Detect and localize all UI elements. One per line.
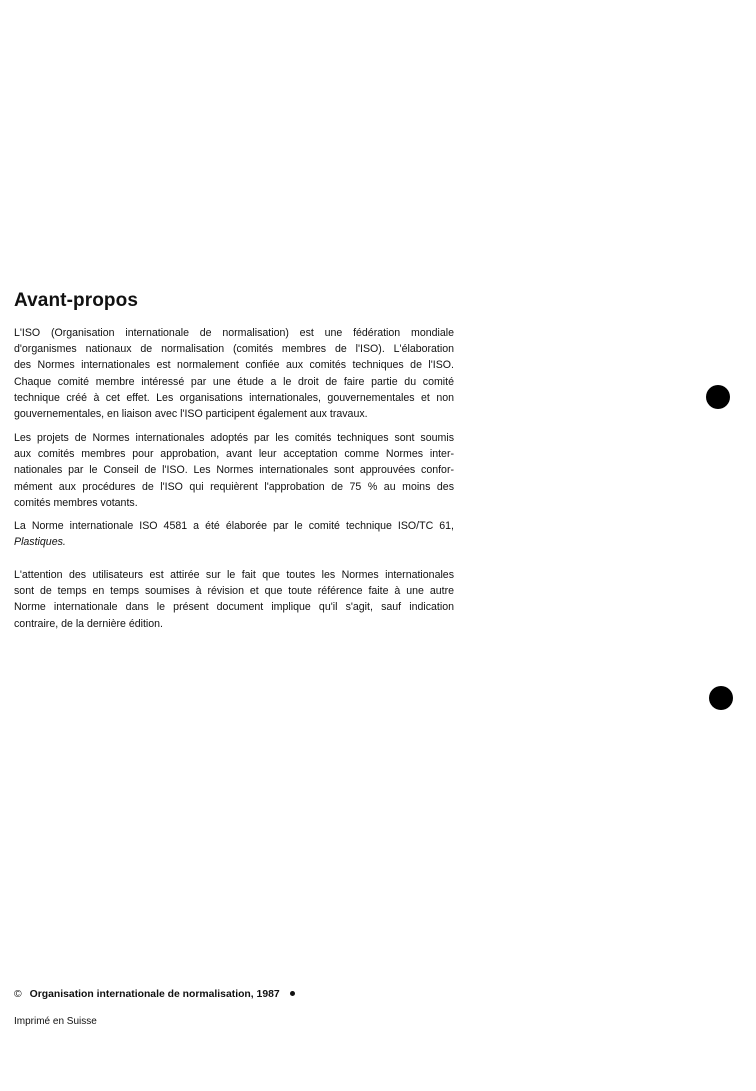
text-line: sont de temps en temps soumises à révision et que toute référence faite à une autre: [14, 585, 454, 598]
copyright-icon: ©: [14, 989, 22, 1000]
text-line: L'attention des utilisateurs est attirée sur le fait que toutes les Normes internationales: [14, 569, 454, 581]
bullet-dot-icon: [290, 991, 295, 996]
text-line: contraire, de la dernière édition.: [14, 617, 163, 630]
text-line: des Normes internationales est normalement confiée aux comités techniques de l'ISO.: [14, 359, 454, 372]
page-title: Avant-propos: [14, 290, 138, 311]
text-line-committee-title: Plastiques.: [14, 536, 66, 549]
text-line: mément aux procédures de l'ISO qui requièrent l'approbation de 75 % au moins des: [14, 480, 454, 493]
punch-hole-mark: [709, 686, 733, 710]
text-line: Les projets de Normes internationales adoptés par les comités techniques sont soumis: [14, 432, 454, 444]
paragraph-revision-notice: [14, 567, 454, 632]
text-line: gouvernementales, en liaison avec l'ISO participent également aux travaux.: [14, 408, 368, 421]
punch-hole-mark: [706, 385, 730, 409]
text-line: technique créé à cet effet. Les organisations internationales, gouvernementales et non: [14, 391, 454, 404]
copyright-notice: [14, 988, 295, 1002]
text-line: Norme internationale dans le présent document implique qu'il s'agit, sauf indication: [14, 601, 454, 614]
text-line: comités membres votants.: [14, 496, 138, 509]
printed-in-notice: Imprimé en Suisse: [14, 1016, 97, 1027]
paragraph-iso-description: [14, 325, 454, 422]
text-line: nationales par le Conseil de l'ISO. Les Normes internationales sont approuvées confor-: [14, 464, 454, 477]
copyright-text: Organisation internationale de normalisation, 1987: [29, 989, 280, 1000]
paragraph-standard-origin: [14, 518, 454, 550]
text-line: La Norme internationale ISO 4581 a été élaborée par le comité technique ISO/TC 61,: [14, 520, 454, 532]
text-line: L'ISO (Organisation internationale de normalisation) est une fédération mondiale: [14, 327, 454, 339]
paragraph-approval-process: [14, 430, 454, 511]
text-line: d'organismes nationaux de normalisation (comités membres de l'ISO). L'élaboration: [14, 343, 454, 356]
text-line: aux comités membres pour approbation, avant leur acceptation comme Normes inter-: [14, 448, 454, 461]
text-line: Chaque comité membre intéressé par une étude a le droit de faire partie du comité: [14, 375, 454, 388]
